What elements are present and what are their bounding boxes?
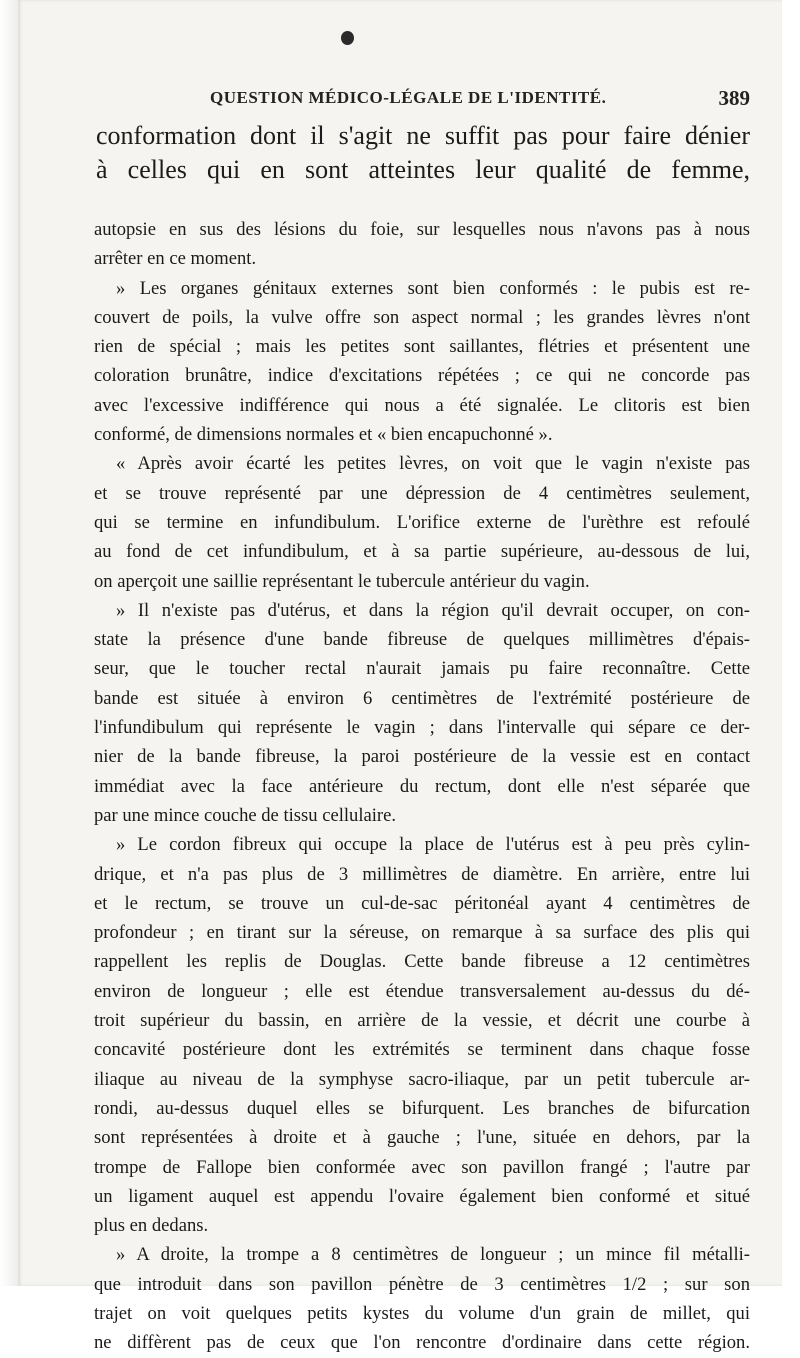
text-line: environ de longueur ; elle est étendue transversalement au-dessus du dé- <box>94 980 750 1002</box>
text-line: avec l'excessive indifférence qui nous a été signalée. Le clitoris est bien <box>94 394 750 416</box>
text-line: bande est située à environ 6 centimètres de l'extrémité postérieure de <box>94 687 750 709</box>
text-line: troit supérieur du bassin, en arrière de la vessie, et décrit une courbe à <box>94 1010 750 1032</box>
text-line: coloration brunâtre, indice d'excitations répétées ; ce qui ne concorde pas <box>94 365 750 387</box>
text-line: concavité postérieure dont les extrémités se terminent dans chaque fosse <box>94 1039 750 1061</box>
large-quote <box>96 119 750 187</box>
page-left-margin <box>0 0 18 1286</box>
text-line: on aperçoit une saillie représentant le tubercule antérieur du vagin. <box>94 570 590 592</box>
text-line: immédiat avec la face antérieure du rectum, dont elle n'est séparée que <box>94 775 750 797</box>
text-line: et le rectum, se trouve un cul-de-sac péritonéal ayant 4 centimètres de <box>94 892 750 914</box>
text-line: drique, et n'a pas plus de 3 millimètres de diamètre. En arrière, entre lui <box>94 863 750 885</box>
text-line: et se trouve représenté par une dépression de 4 centimètres seulement, <box>94 482 750 504</box>
text-line: » A droite, la trompe a 8 centimètres de longueur ; un mince fil métalli- <box>116 1244 750 1266</box>
text-line: nier de la bande fibreuse, la paroi postérieure de la vessie est en contact <box>94 746 750 768</box>
quote-line: conformation dont il s'agit ne suffit pas pour faire dénier <box>96 121 750 150</box>
text-line: l'infundibulum qui représente le vagin ; dans l'intervalle qui sépare ce der- <box>94 717 750 739</box>
running-title: QUESTION MÉDICO-LÉGALE DE L'IDENTITÉ. <box>210 88 607 107</box>
text-line: trajet on voit quelques petits kystes du volume d'un grain de millet, qui <box>94 1302 750 1324</box>
text-line: au fond de cet infundibulum, et à sa partie supérieure, au-dessous de lui, <box>94 541 750 563</box>
text-line: ne diffèrent pas de ceux que l'on rencontre d'ordinaire dans cette région. <box>94 1332 750 1354</box>
quote-line: à celles qui en sont atteintes leur qualité de femme, <box>96 155 750 184</box>
text-line: qui se termine en infundibulum. L'orifice externe de l'urèthre est refoulé <box>94 511 750 533</box>
text-line: par une mince couche de tissu cellulaire. <box>94 804 397 826</box>
text-line: couvert de poils, la vulve offre son aspect normal ; les grandes lèvres n'ont <box>94 306 750 328</box>
text-line: seur, que le toucher rectal n'aurait jamais pu faire reconnaître. Cette <box>94 658 750 680</box>
text-line: « Après avoir écarté les petites lèvres, on voit que le vagin n'existe pas <box>116 453 750 475</box>
text-line: profondeur ; en tirant sur la séreuse, on remarque à sa surface des plis qui <box>94 922 750 944</box>
text-line: arrêter en ce moment. <box>94 248 257 270</box>
text-line: » Il n'existe pas d'utérus, et dans la région qu'il devrait occuper, on con- <box>116 599 750 621</box>
binding-hole-icon <box>341 31 354 45</box>
page-number: 389 <box>718 86 750 110</box>
text-line: sont représentées à droite et à gauche ; l'une, située en dehors, par la <box>94 1127 750 1149</box>
text-line: rappellent les replis de Douglas. Cette bande fibreuse a 12 centimètres <box>94 951 750 973</box>
text-line: » Les organes génitaux externes sont bien conformés : le pubis est re- <box>116 277 750 299</box>
text-line: rondi, au-dessus duquel elles se bifurquent. Les branches de bifurcation <box>94 1097 750 1119</box>
text-line: autopsie en sus des lésions du foie, sur lesquelles nous n'avons pas à nous <box>94 219 750 240</box>
text-line: un ligament auquel est appendu l'ovaire également bien conformé et situé <box>94 1185 750 1207</box>
text-line: que introduit dans son pavillon pénètre de 3 centimètres 1/2 ; sur son <box>94 1273 750 1295</box>
text-line: trompe de Fallope bien conformée avec son pavillon frangé ; l'autre par <box>94 1156 750 1178</box>
text-line: conformé, de dimensions normales et « bien encapuchonné ». <box>94 424 553 446</box>
text-line: plus en dedans. <box>94 1215 209 1237</box>
body-text <box>94 215 750 1358</box>
text-line: » Le cordon fibreux qui occupe la place de l'utérus est à peu près cylin- <box>116 834 750 856</box>
page-header <box>210 88 750 112</box>
text-line: rien de spécial ; mais les petites sont saillantes, flétries et présentent une <box>94 336 750 358</box>
text-line: iliaque au niveau de la symphyse sacro-iliaque, par un petit tubercule ar- <box>94 1068 750 1090</box>
text-line: state la présence d'une bande fibreuse de quelques millimètres d'épais- <box>94 629 750 651</box>
